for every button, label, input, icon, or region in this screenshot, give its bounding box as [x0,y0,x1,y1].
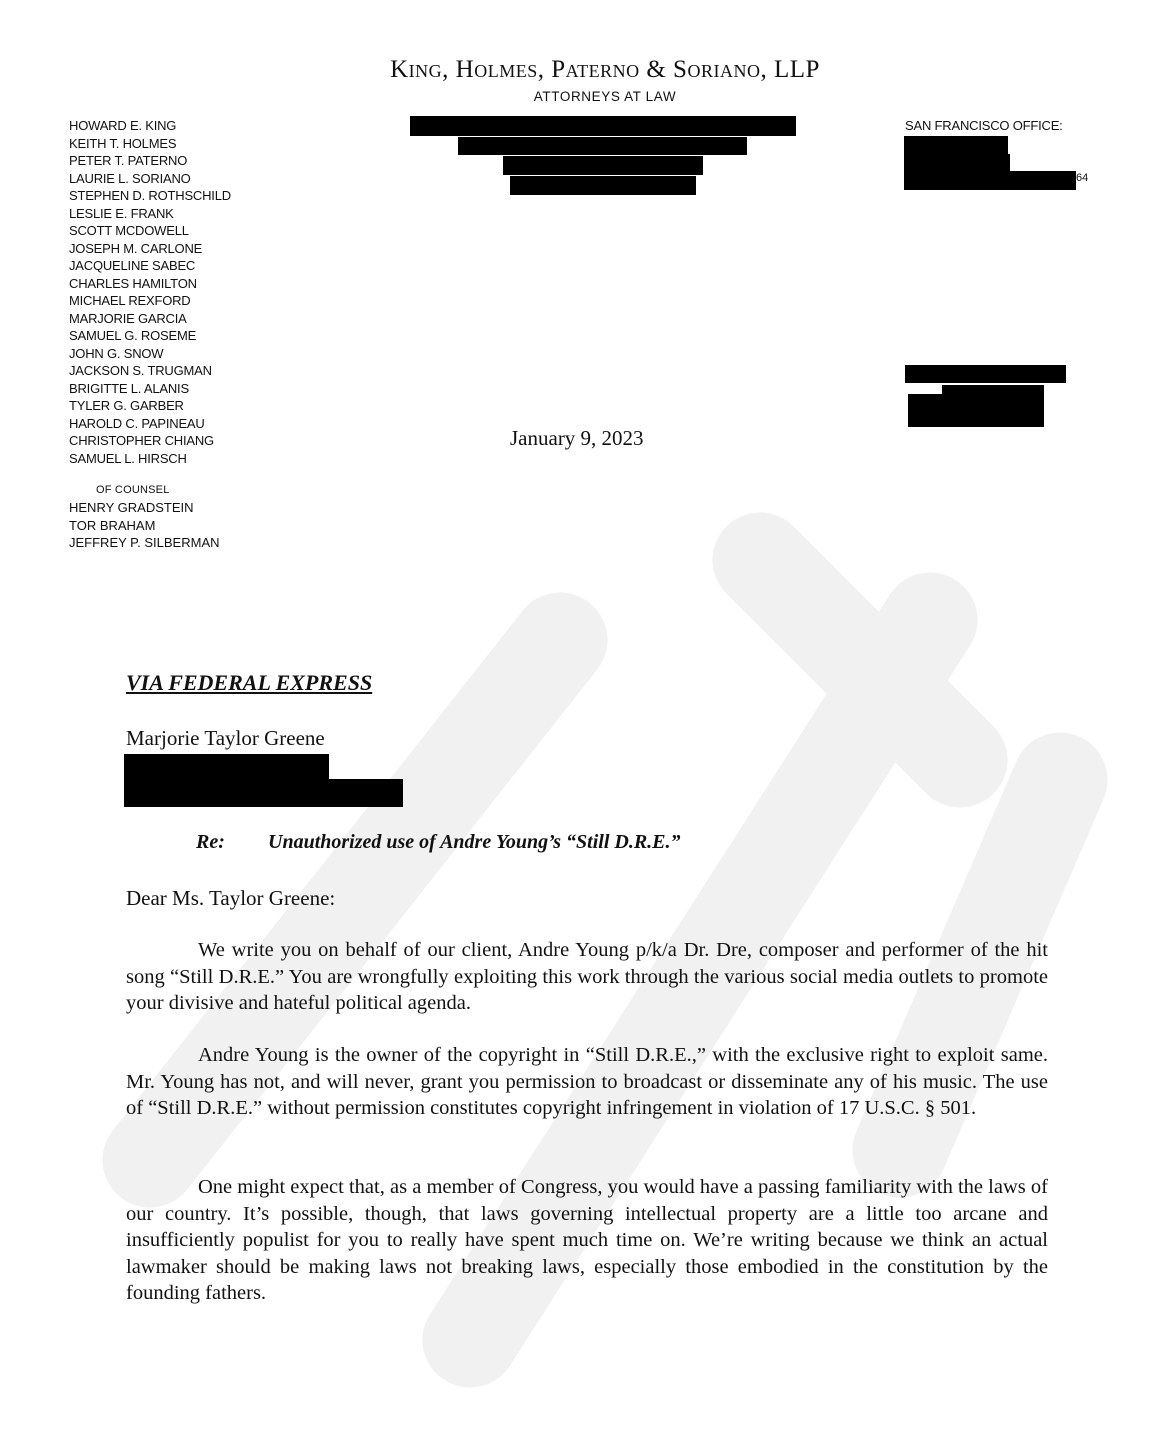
attorney-name: PETER T. PATERNO [69,153,188,168]
counsel-name: TOR BRAHAM [69,517,156,533]
attorney-name: LAURIE L. SORIANO [69,170,191,186]
attorney-name: SAMUEL G. ROSEME [69,328,197,343]
counsel-name: HENRY GRADSTEIN [69,500,194,515]
redacted-address-line [503,156,703,175]
of-counsel-label: OF COUNSEL [96,484,170,496]
redacted-address-line [458,137,747,155]
attorney-name: JOSEPH M. CARLONE [69,240,203,256]
salutation: Dear Ms. Taylor Greene: [126,886,336,910]
attorney-name: JACQUELINE SABEC [69,258,196,273]
redacted-address-line [510,176,696,195]
attorney-name: CHRISTOPHER CHIANG [69,433,214,448]
firm-subtitle: ATTORNEYS AT LAW [533,89,677,104]
body-paragraph: Andre Young is the owner of the copyright in “Still D.R.E.,” with the exclusive right to exploit same. Mr. Young has not, and will never, grant you permission to broadcast or disseminate any of his music. The use of “Still D.R.E.” without permission constitutes copyright infringement in violation of 17 U.S.C. § 501. [126,1044,1048,1119]
redacted-sf-address [904,171,1076,190]
attorney-name: HAROLD C. PAPINEAU [69,415,205,431]
redacted-sf-address [904,154,1010,171]
body-paragraph: We write you on behalf of our client, Andre Young p/k/a Dr. Dre, composer and performer of the hit song “Still D.R.E.” You are wrongfully exploiting this work through the various social media outlets to promote your divisive and hateful political agenda. [126,939,1048,1014]
redacted-recipient-address [124,779,403,807]
attorney-name: TYLER G. GARBER [69,398,184,413]
attorney-name: MICHAEL REXFORD [69,293,191,308]
firm-name: King, Holmes, Paterno & Soriano, LLP [390,56,820,83]
attorney-name: STEPHEN D. ROTHSCHILD [69,188,231,203]
letter-date: January 9, 2023 [510,426,644,450]
redacted-address-line [410,116,796,136]
attorney-name: HOWARD E. KING [69,118,177,133]
re-subject: Unauthorized use of Andre Young’s “Still D.R.E.” [268,831,681,853]
attorney-list [69,117,231,467]
attorney-name: JACKSON S. TRUGMAN [69,363,212,378]
redacted-contact [908,394,1044,427]
attorney-name: MARJORIE GARCIA [69,310,187,326]
redacted-sf-address [904,136,1008,154]
redacted-contact [905,365,1066,383]
delivery-method: VIA FEDERAL EXPRESS [126,670,373,695]
sf-office-label: SAN FRANCISCO OFFICE: [905,118,1063,133]
sf-office-fragment: 64 [1076,172,1089,184]
attorney-name: SCOTT MCDOWELL [69,223,189,238]
body-paragraph: One might expect that, as a member of Congress, you would have a passing familiarity with the laws of our country. It’s possible, though, that laws governing intellectual property are a little too arcane and insufficiently populist for you to really have spent much time on. We’re writing because we think an actual lawmaker should be making laws not breaking laws, especially those embodied in the constitution by the founding fathers. [126,1176,1048,1304]
attorney-name: KEITH T. HOLMES [69,135,177,151]
of-counsel-list [69,499,220,552]
attorney-name: BRIGITTE L. ALANIS [69,380,189,396]
re-label: Re: [196,831,225,853]
attorney-name: JOHN G. SNOW [69,345,164,361]
attorney-name: CHARLES HAMILTON [69,275,197,291]
attorney-name: LESLIE E. FRANK [69,205,174,221]
counsel-name: JEFFREY P. SILBERMAN [69,535,220,550]
attorney-name: SAMUEL L. HIRSCH [69,450,187,466]
redacted-recipient-address [124,754,329,780]
recipient-name: Marjorie Taylor Greene [126,726,325,750]
